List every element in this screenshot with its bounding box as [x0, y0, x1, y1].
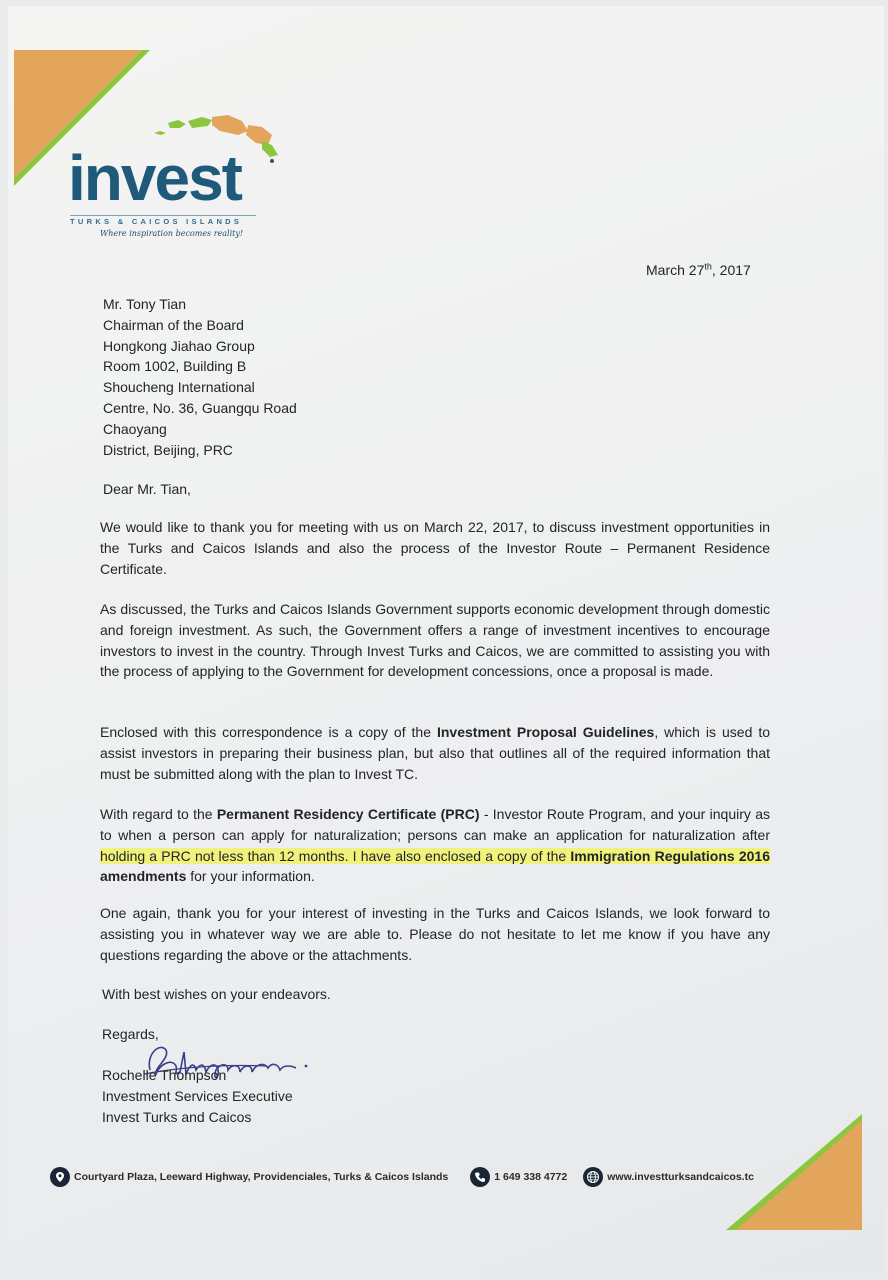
logo-tagline: Where inspiration becomes reality!: [100, 229, 244, 238]
paragraph-2: As discussed, the Turks and Caicos Islands Government supports economic development through domestic and foreign investment. As such, the Government offers a range of investment incentives to encourage investors to invest in the country. Through Invest Turks and Caicos, we are committed to assisting you with the process of applying to the Government for development concessions, once a proposal is made.: [100, 601, 770, 680]
letterhead-footer: [50, 1164, 790, 1190]
logo-wordmark: invest: [68, 142, 241, 214]
signer-name: Rochelle Thompson: [102, 1067, 227, 1083]
address-line: Chaoyang: [103, 420, 167, 437]
signer-title: Investment Services Executive: [102, 1087, 293, 1104]
invest-logo: [60, 111, 290, 246]
footer-phone: 1 649 338 4772: [470, 1167, 567, 1187]
paragraph-3: Enclosed with this correspondence is a copy of the Investment Proposal Guidelines, which is used to assist investors in preparing their business plan, but also that outlines all of the required information that must be submitted along with the plan to Invest TC.: [100, 724, 771, 782]
footer-website[interactable]: www.investturksandcaicos.tc: [583, 1167, 754, 1187]
letter-date: March 27th, 2017: [646, 261, 751, 278]
phone-icon: [470, 1167, 490, 1187]
address-line: Chairman of the Board: [103, 316, 244, 333]
signature-block: [102, 1065, 293, 1127]
address-line: Hongkong Jiahao Group: [103, 337, 255, 354]
closing-line: With best wishes on your endeavors.: [102, 986, 331, 1002]
letter-page: [8, 6, 884, 1274]
location-pin-icon: [50, 1167, 70, 1187]
recipient-address: [103, 294, 297, 460]
paragraph-4: With regard to the Permanent Residency Certificate (PRC) - Investor Route Program, and your inquiry as to when a person can apply for naturalization; persons can make an application for naturalization after holding a PRC not less than 12 months. I have also enclosed a copy of the Immigration Regulations 2016 amendments for your information.: [100, 806, 770, 885]
signer-organization: Invest Turks and Caicos: [102, 1108, 252, 1125]
logo-subtitle: TURKS & CAICOS ISLANDS: [70, 215, 256, 226]
address-line: Room 1002, Building B: [103, 358, 247, 375]
regards: Regards,: [102, 1026, 159, 1042]
globe-icon: [583, 1167, 603, 1187]
address-line: Centre, No. 36, Guangqu Road: [103, 399, 297, 416]
highlighted-text: holding a PRC not less than 12 months. I have also enclosed a copy of the Immigration Regulations 2016: [100, 847, 770, 864]
address-line: District, Beijing, PRC: [103, 441, 233, 458]
corner-decoration-bottom-right: [726, 1114, 862, 1234]
paragraph-5: One again, thank you for your interest of investing in the Turks and Caicos Islands, we look forward to assisting you in whatever way we are able to. Please do not hesitate to let me know if you have any questions regarding the above or the attachments.: [100, 905, 770, 963]
address-line: Mr. Tony Tian: [103, 296, 187, 312]
address-line: Shoucheng International: [103, 379, 255, 396]
footer-address: Courtyard Plaza, Leeward Highway, Providenciales, Turks & Caicos Islands: [50, 1167, 448, 1187]
paragraph-1: We would like to thank you for meeting with us on March 22, 2017, to discuss investment opportunities in the Turks and Caicos Islands and also the process of the Investor Route – Permanent Residence Certificate.: [100, 519, 770, 577]
salutation: Dear Mr. Tian,: [103, 481, 191, 497]
